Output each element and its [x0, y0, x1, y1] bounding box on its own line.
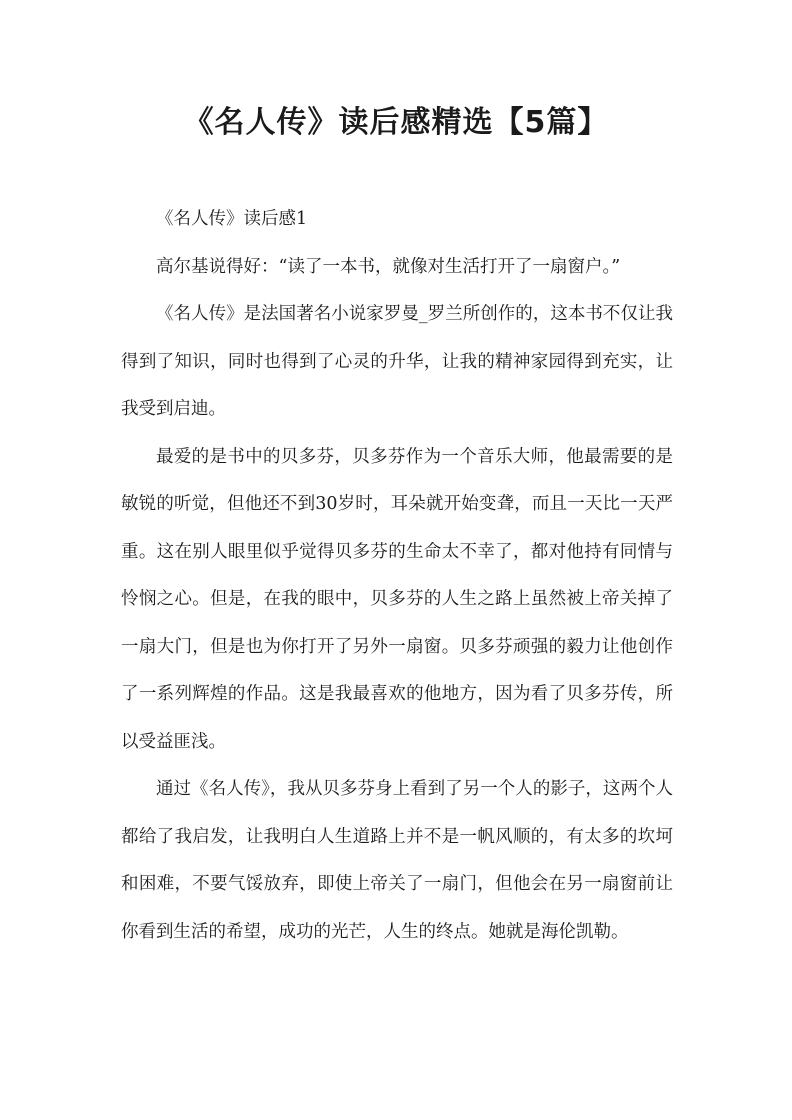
- document-title: 《名人传》读后感精选【5篇】: [183, 105, 609, 140]
- section-heading: 《名人传》读后感1: [156, 209, 308, 229]
- paragraph-quote: 高尔基说得好：“读了一本书，就像对生活打开了一扇窗户。”: [156, 256, 621, 277]
- paragraph-beethoven: 最爱的是书中的贝多芬，贝多芬作为一个音乐大师，他最需要的是敏锐的听觉，但他还不到30岁时，耳朵就开始变聋，而且一天比一天严重。这在别人眼里似乎觉得贝多芬的生命太不幸了，都对他持有同情与怜悯之心。但是，在我的眼中，贝多芬的人生之路上虽然被上帝关掉了一扇大门，但是也为你打开了另外一扇窗。贝多芬顽强的毅力让他创作了一系列辉煌的作品。这是我最喜欢的他地方，因为看了贝多芬传，所以受益匪浅。: [121, 446, 673, 752]
- paragraph-reflection: 通过《名人传》，我从贝多芬身上看到了另一个人的影子，这两个人都给了我启发，让我明白人生道路上并不是一帆风顺的，有太多的坎坷和困难，不要气馁放弃，即使上帝关了一扇门，但他会在另一扇窗前让你看到生活的希望，成功的光芒，人生的终点。她就是海伦凯勒。: [121, 779, 673, 942]
- document-body: [121, 196, 673, 956]
- paragraph-intro: 《名人传》是法国著名小说家罗曼_罗兰所创作的，这本书不仅让我得到了知识，同时也得到了心灵的升华，让我的精神家园得到充实，让我受到启迪。: [121, 304, 673, 419]
